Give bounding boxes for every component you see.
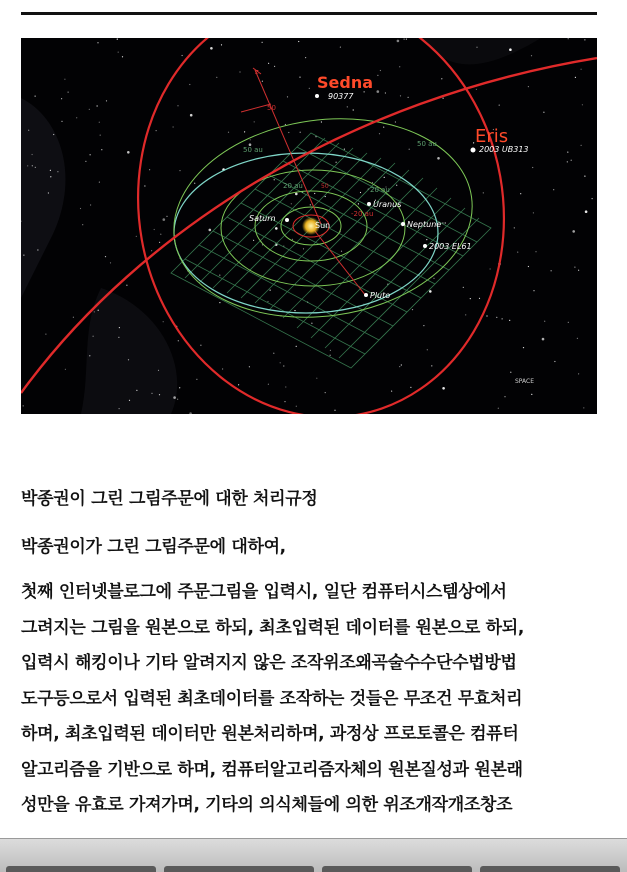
au-label-50c: 50 <box>267 104 276 112</box>
eris-icon <box>471 148 476 153</box>
neptune-label: Neptune <box>407 220 442 229</box>
star <box>119 327 120 328</box>
star <box>532 167 533 168</box>
star <box>377 75 378 76</box>
star <box>533 212 534 213</box>
star <box>542 338 545 341</box>
star <box>502 318 503 319</box>
star <box>510 372 511 373</box>
sedna-label: Sedna <box>317 73 374 92</box>
star <box>567 161 568 162</box>
star <box>300 132 301 133</box>
star <box>433 278 434 279</box>
star <box>395 121 396 122</box>
star <box>156 130 157 131</box>
star <box>400 95 401 96</box>
star <box>273 353 274 354</box>
star <box>445 222 446 223</box>
pluto-icon <box>364 293 368 297</box>
star <box>173 126 174 127</box>
star <box>325 392 326 393</box>
star <box>82 224 83 225</box>
star <box>347 106 348 107</box>
star <box>406 39 407 40</box>
star <box>27 165 28 166</box>
star <box>523 347 524 348</box>
eris-id-label: 2003 UB313 <box>479 145 529 154</box>
star <box>470 298 471 299</box>
star <box>196 379 197 380</box>
star <box>50 176 51 177</box>
star <box>443 98 444 99</box>
star <box>483 192 484 193</box>
body-line: 도구등으로서 입력된 최초데이터를 조작하는 것들은 무조건 무효처리 <box>21 688 523 709</box>
star <box>37 249 38 250</box>
star <box>528 266 529 267</box>
star <box>173 396 176 399</box>
star <box>85 161 86 162</box>
star <box>275 227 278 230</box>
body-line: 첫째 인터넷블로그에 주문그림을 입력시, 일단 컴퓨터시스템상에서 <box>21 582 507 602</box>
star <box>568 38 569 39</box>
star <box>509 320 510 321</box>
star <box>163 321 164 322</box>
star <box>496 317 497 318</box>
star <box>399 366 400 367</box>
star <box>45 334 46 335</box>
star <box>210 47 213 50</box>
star <box>118 52 119 53</box>
star <box>578 373 579 374</box>
star <box>117 39 118 40</box>
star <box>151 250 152 251</box>
star <box>128 359 129 360</box>
star <box>65 369 66 370</box>
star <box>136 390 137 391</box>
star <box>100 135 101 136</box>
body-line: 성만을 유효로 가져가며, 기타의 의식체들에 의한 위조개작개조창조 <box>21 795 513 815</box>
star <box>321 121 322 122</box>
star <box>490 268 491 269</box>
article-title: 박종권이 그린 그림주문에 대한 처리규정 <box>21 489 318 509</box>
star <box>409 149 410 150</box>
star <box>99 182 100 183</box>
star <box>238 384 239 385</box>
star <box>200 345 201 346</box>
star <box>543 112 544 113</box>
star <box>499 105 500 106</box>
star <box>118 337 119 338</box>
star <box>340 47 341 48</box>
star <box>336 162 337 163</box>
star <box>401 364 402 365</box>
taskbar-button[interactable] <box>6 866 156 872</box>
star <box>249 366 250 367</box>
star <box>99 122 100 123</box>
image-credit: SPACE <box>515 378 535 385</box>
star <box>431 365 432 366</box>
star <box>93 336 94 337</box>
star <box>127 151 130 154</box>
star <box>504 396 505 397</box>
star <box>222 368 223 369</box>
star <box>554 361 555 362</box>
star <box>68 92 69 93</box>
star <box>334 410 335 411</box>
star <box>353 109 354 110</box>
saturn-label: Saturn <box>249 214 276 223</box>
star <box>299 77 300 78</box>
star <box>325 196 326 197</box>
star <box>303 248 304 249</box>
sedna-icon <box>315 94 319 98</box>
star <box>380 70 381 71</box>
body-line: 입력시 해킹이나 기타 알려지지 않은 조작위조왜곡술수수단수법방법 <box>21 653 517 673</box>
body-line: 알고리즘을 기반으로 하며, 컴퓨터알고리즘자체의 원본질성과 원본래 <box>21 759 523 780</box>
pluto-label: Pluto <box>370 291 391 300</box>
article-text <box>21 484 611 824</box>
star <box>379 133 380 134</box>
au-label-20b: 20 au <box>370 186 390 194</box>
star <box>442 387 445 390</box>
star <box>429 290 432 293</box>
star <box>437 157 440 160</box>
star <box>35 167 36 168</box>
star <box>216 77 217 78</box>
star <box>531 55 532 56</box>
star <box>283 365 284 366</box>
star <box>219 275 220 276</box>
star <box>284 401 285 402</box>
axis-z-label: z <box>255 68 259 76</box>
au-label-20a: 20 au <box>283 182 303 190</box>
star <box>476 47 477 48</box>
star <box>23 255 24 256</box>
star <box>179 387 180 388</box>
star <box>280 362 281 363</box>
star <box>397 40 400 43</box>
sun-label: Sun <box>315 221 331 230</box>
star <box>404 39 405 40</box>
star <box>577 338 578 339</box>
star <box>267 301 268 302</box>
star <box>531 394 532 395</box>
star <box>89 355 90 356</box>
star <box>311 323 312 324</box>
star <box>158 370 159 371</box>
star <box>244 131 245 132</box>
star <box>509 48 512 51</box>
star <box>126 285 127 286</box>
taskbar-button[interactable] <box>322 866 472 872</box>
body-line: 그려지는 그림을 원본으로 하되, 최초입력된 데이터를 원본으로 하되, <box>21 617 525 638</box>
star <box>377 90 380 93</box>
star <box>23 405 24 406</box>
uranus-icon <box>367 202 371 206</box>
star <box>274 66 275 67</box>
star <box>50 170 51 171</box>
star <box>160 234 161 235</box>
au-label-50a: 50 au <box>243 146 263 154</box>
star <box>97 105 98 106</box>
star <box>298 41 299 42</box>
taskbar <box>0 838 627 872</box>
star <box>287 96 288 97</box>
sedna-id-label: 90377 <box>328 92 354 101</box>
star <box>296 346 297 347</box>
star <box>330 350 331 351</box>
star <box>159 394 160 395</box>
star <box>219 302 220 303</box>
star <box>568 322 569 323</box>
star <box>189 84 190 85</box>
star <box>239 71 240 72</box>
body-line: 하며, 최초입력된 데이터만 원본처리하며, 과정상 프로토콜은 컴퓨터 <box>21 724 519 744</box>
star <box>61 98 62 99</box>
au-label-50b: 50 au <box>417 140 437 148</box>
star <box>314 193 315 194</box>
star <box>190 114 193 117</box>
star <box>221 44 222 45</box>
au-label-20c: -20 au <box>351 210 374 218</box>
star <box>178 340 179 341</box>
star <box>553 189 554 190</box>
star <box>396 185 397 186</box>
star <box>584 176 585 177</box>
star <box>423 325 424 326</box>
solar-system-image <box>21 38 597 414</box>
star <box>486 315 487 316</box>
star <box>384 177 385 178</box>
star <box>154 229 155 230</box>
star <box>498 408 499 409</box>
star <box>372 182 373 183</box>
star <box>53 134 54 135</box>
star <box>316 378 317 379</box>
star <box>32 165 33 166</box>
star <box>465 314 466 315</box>
star <box>177 399 178 400</box>
star <box>533 290 534 291</box>
star <box>76 117 77 118</box>
el61-label: 2003 EL61 <box>429 242 472 251</box>
star <box>149 169 150 170</box>
star <box>294 310 295 311</box>
star <box>572 230 575 233</box>
star <box>177 105 178 106</box>
star <box>159 242 160 243</box>
star <box>89 109 90 110</box>
taskbar-button[interactable] <box>164 866 314 872</box>
star <box>28 130 29 131</box>
star <box>399 66 400 67</box>
star <box>270 290 271 291</box>
star <box>61 121 62 122</box>
star <box>48 192 49 193</box>
taskbar-button[interactable] <box>480 866 620 872</box>
star <box>330 355 331 356</box>
star <box>122 56 123 57</box>
star <box>80 208 81 209</box>
star <box>535 251 536 252</box>
star <box>97 42 98 43</box>
star <box>295 193 298 196</box>
star <box>136 236 137 237</box>
star <box>544 321 545 322</box>
star <box>408 97 409 98</box>
star <box>228 132 229 133</box>
neptune-icon <box>401 222 405 226</box>
star <box>144 185 145 186</box>
star <box>262 81 263 82</box>
star <box>166 216 167 217</box>
star <box>194 183 195 184</box>
star <box>292 239 293 240</box>
star <box>341 251 342 252</box>
star <box>64 79 65 80</box>
star <box>274 179 275 180</box>
saturn-icon <box>285 218 289 222</box>
star <box>426 239 427 240</box>
star <box>592 198 593 199</box>
star <box>288 132 289 133</box>
star <box>262 42 263 43</box>
star <box>305 57 306 58</box>
star <box>583 407 584 408</box>
article-body <box>21 575 611 824</box>
star <box>268 384 269 385</box>
star <box>476 89 477 90</box>
star <box>296 406 297 407</box>
star <box>90 204 91 205</box>
star <box>253 240 254 241</box>
star <box>101 149 102 150</box>
star <box>32 154 33 155</box>
top-divider <box>21 12 597 15</box>
star <box>179 170 180 171</box>
star <box>358 203 359 204</box>
axis-tick-label: 50 <box>321 183 329 190</box>
star <box>567 152 568 153</box>
star <box>551 270 552 271</box>
star <box>578 270 579 271</box>
star <box>391 391 392 392</box>
star <box>291 203 292 204</box>
star <box>106 100 107 101</box>
star <box>584 39 585 40</box>
star <box>110 262 111 263</box>
star <box>520 193 521 194</box>
star <box>412 309 413 310</box>
eris-label: Eris <box>475 126 509 147</box>
star <box>73 317 74 318</box>
star <box>119 408 120 409</box>
star <box>581 69 582 70</box>
star <box>254 121 255 122</box>
star <box>571 160 572 161</box>
star <box>129 400 130 401</box>
star <box>35 96 36 97</box>
star <box>517 252 518 253</box>
star <box>250 139 251 140</box>
star <box>581 145 582 146</box>
star <box>360 192 361 193</box>
star <box>427 349 428 350</box>
star <box>163 218 166 221</box>
star <box>585 210 588 213</box>
star <box>309 88 310 89</box>
star <box>385 92 386 93</box>
star <box>98 310 99 311</box>
star <box>57 171 58 172</box>
star <box>410 387 411 388</box>
star <box>90 154 91 155</box>
star <box>575 77 576 78</box>
star <box>285 124 286 125</box>
el61-icon <box>423 244 427 248</box>
star <box>94 311 95 312</box>
star <box>574 267 575 268</box>
article-subtitle: 박종권이가 그린 그림주문에 대하여, <box>21 537 286 557</box>
star <box>209 229 212 232</box>
star <box>383 127 384 128</box>
star <box>105 256 106 257</box>
star <box>151 393 152 394</box>
star <box>441 78 442 79</box>
star <box>310 204 311 205</box>
star <box>582 104 583 105</box>
star <box>463 287 464 288</box>
star <box>479 298 480 299</box>
star <box>268 63 269 64</box>
star <box>182 55 183 56</box>
star <box>514 227 515 228</box>
star <box>344 149 345 150</box>
uranus-label: Uranus <box>373 200 402 209</box>
star <box>528 86 529 87</box>
star <box>285 386 286 387</box>
